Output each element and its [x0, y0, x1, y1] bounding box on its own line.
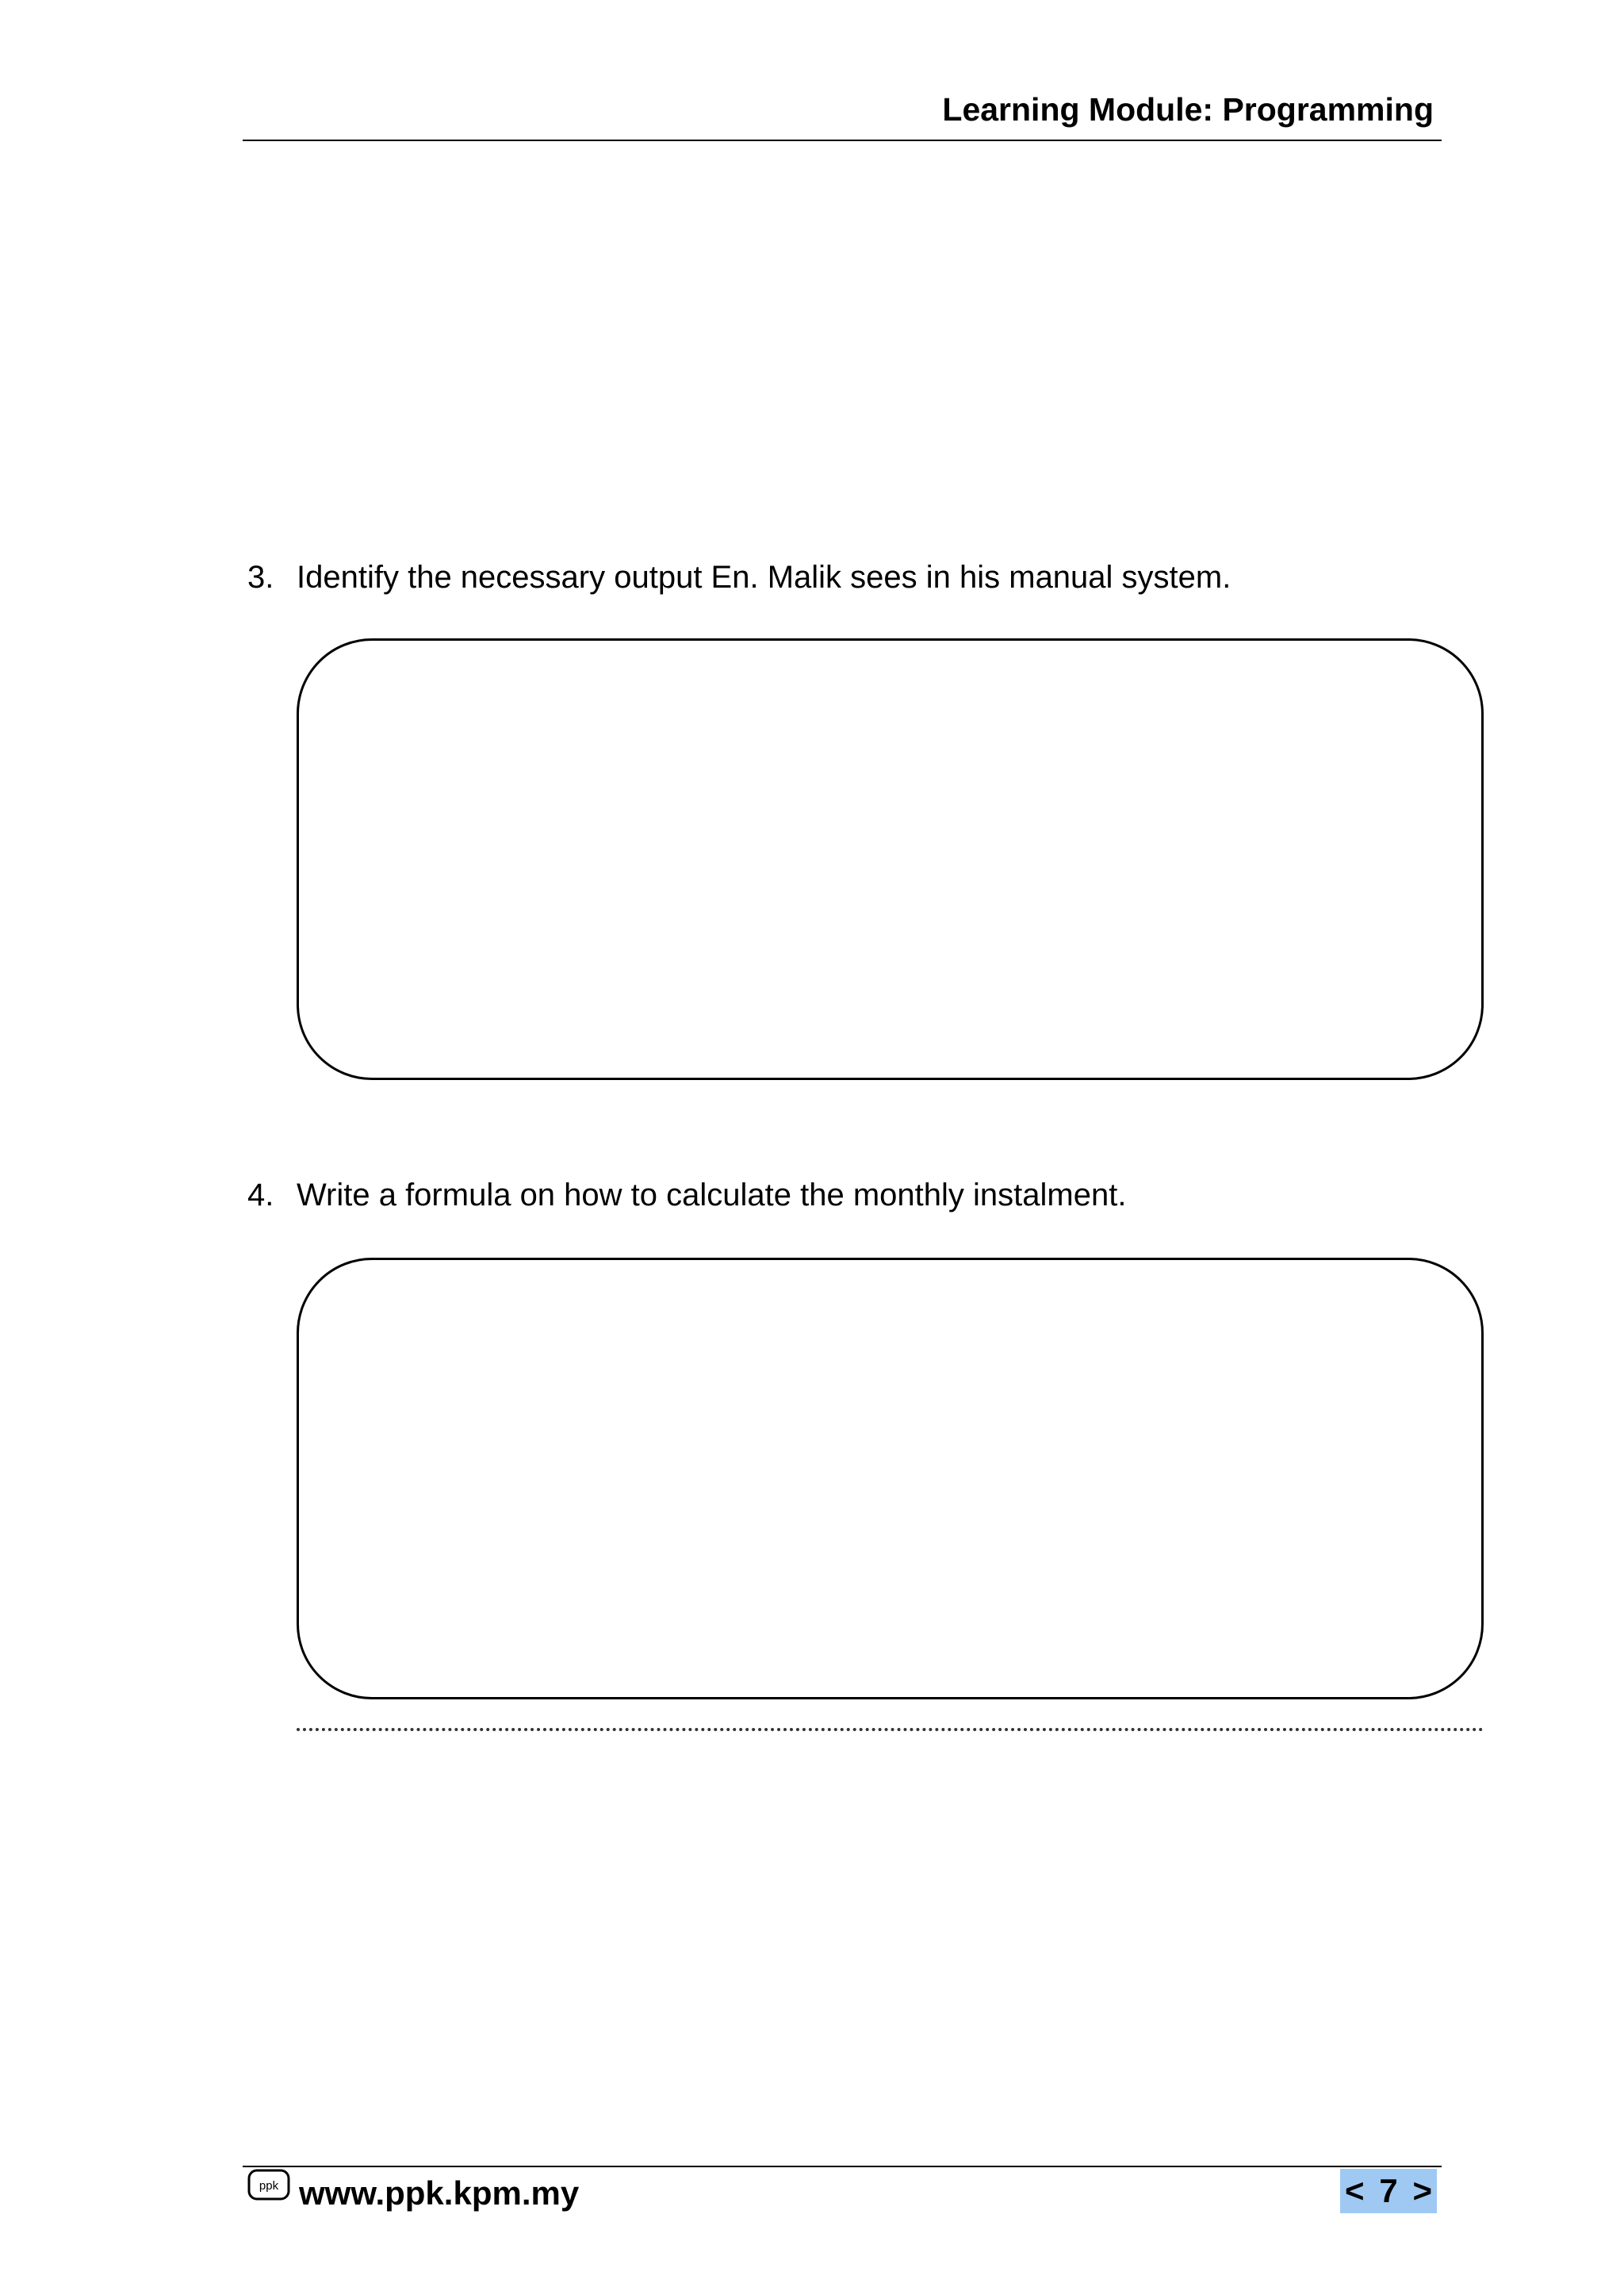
footer-divider [243, 2166, 1442, 2167]
page-header-title: Learning Module: Programming [942, 91, 1434, 128]
next-page-button[interactable]: > [1412, 2172, 1432, 2209]
question-text: Write a formula on how to calculate the monthly instalment. [297, 1178, 1127, 1212]
question-text: Identify the necessary output En. Malik sees in his manual system. [297, 560, 1231, 595]
answer-box-question-4[interactable] [297, 1258, 1484, 1699]
ppk-logo-text: ppk [259, 2179, 279, 2193]
header-divider [243, 140, 1442, 141]
page-number-indicator [1340, 2169, 1437, 2213]
question-number: 4. [247, 1178, 274, 1212]
page-number: 7 [1379, 2172, 1398, 2209]
footer-website-link[interactable]: www.ppk.kpm.my [299, 2174, 580, 2212]
question-number: 3. [247, 560, 274, 595]
dotted-section-divider [297, 1728, 1484, 1731]
previous-page-button[interactable]: < [1345, 2172, 1365, 2209]
question-4 [247, 1179, 1126, 1211]
ppk-logo-icon [247, 2169, 290, 2201]
answer-box-question-3[interactable] [297, 638, 1484, 1080]
question-3 [247, 561, 1231, 593]
